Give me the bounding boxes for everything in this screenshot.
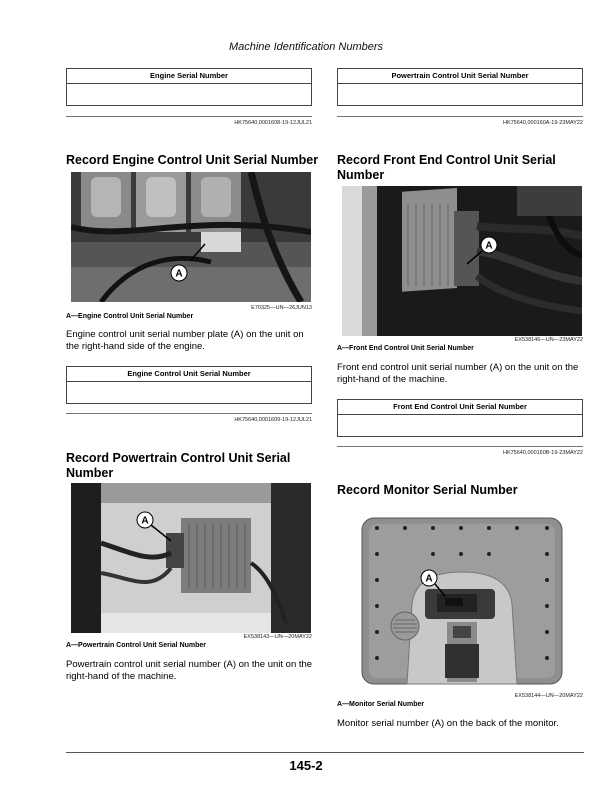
pcu-body-text: Powertrain control unit serial number (A) on the unit on the right-hand of the machine. <box>66 659 313 682</box>
monitor-body-text: Monitor serial number (A) on the back of the monitor. <box>337 718 559 729</box>
monitor-caption: A—Monitor Serial Number <box>337 701 425 708</box>
monitor-heading: Record Monitor Serial Number <box>337 483 518 497</box>
ecu-photo <box>71 172 311 302</box>
fecu-figure-id: EX538146—UN—23MAY22 <box>514 337 583 343</box>
fecu-body-text: Front end control unit serial number (A) on the unit on the right-hand of the machine. <box>337 362 579 385</box>
powertrain-serial-ref: HK75640,000160A-19-23MAY22 <box>502 120 583 126</box>
fecu-caption: A—Front End Control Unit Serial Number <box>337 345 474 352</box>
powertrain-serial-label: Powertrain Control Unit Serial Number <box>338 69 582 84</box>
powertrain-serial-table <box>337 68 583 106</box>
monitor-callout-letter: A <box>425 573 433 585</box>
footer-rule <box>66 752 584 753</box>
monitor-photo <box>357 514 567 689</box>
page-header-title: Machine Identification Numbers <box>228 41 384 53</box>
fecu-callout-letter: A <box>485 240 493 252</box>
ecu-serial-label: Engine Control Unit Serial Number <box>67 367 311 382</box>
pcu-heading: Record Powertrain Control Unit Serial Number <box>66 451 291 480</box>
monitor-figure-id: EX538144—UN—20MAY22 <box>514 693 583 699</box>
engine-serial-table <box>66 68 312 106</box>
pcu-photo <box>71 483 311 633</box>
section-divider <box>337 446 583 447</box>
ecu-body-text: Engine control unit serial number plate (A) on the unit on the right-hand side of the engine. <box>66 329 304 352</box>
ecu-ref: HK75640,0001609-19-12JUL21 <box>234 417 312 423</box>
engine-serial-label: Engine Serial Number <box>67 69 311 84</box>
ecu-serial-table <box>66 366 312 404</box>
ecu-callout-letter: A <box>175 268 183 280</box>
section-divider <box>337 116 583 117</box>
ecu-figure-id: E70325—UN—26JUN13 <box>251 305 312 311</box>
pcu-callout-letter: A <box>141 515 149 527</box>
fecu-ref: HK75640,000160B-19-23MAY22 <box>502 450 583 456</box>
ecu-heading: Record Engine Control Unit Serial Number <box>66 153 319 167</box>
pcu-caption: A—Powertrain Control Unit Serial Number <box>66 642 207 649</box>
ecu-caption: A—Engine Control Unit Serial Number <box>66 313 194 320</box>
fecu-heading: Record Front End Control Unit Serial Number <box>337 153 556 182</box>
pcu-figure-id: EX538143—UN—20MAY22 <box>243 634 312 640</box>
section-divider <box>66 116 312 117</box>
section-divider <box>66 413 312 414</box>
fecu-serial-table <box>337 399 583 437</box>
fecu-serial-label: Front End Control Unit Serial Number <box>338 400 582 415</box>
engine-serial-ref: HK75640,0001608-19-12JUL21 <box>234 120 312 126</box>
page-number: 145-2 <box>289 758 323 773</box>
fecu-photo <box>342 186 582 336</box>
